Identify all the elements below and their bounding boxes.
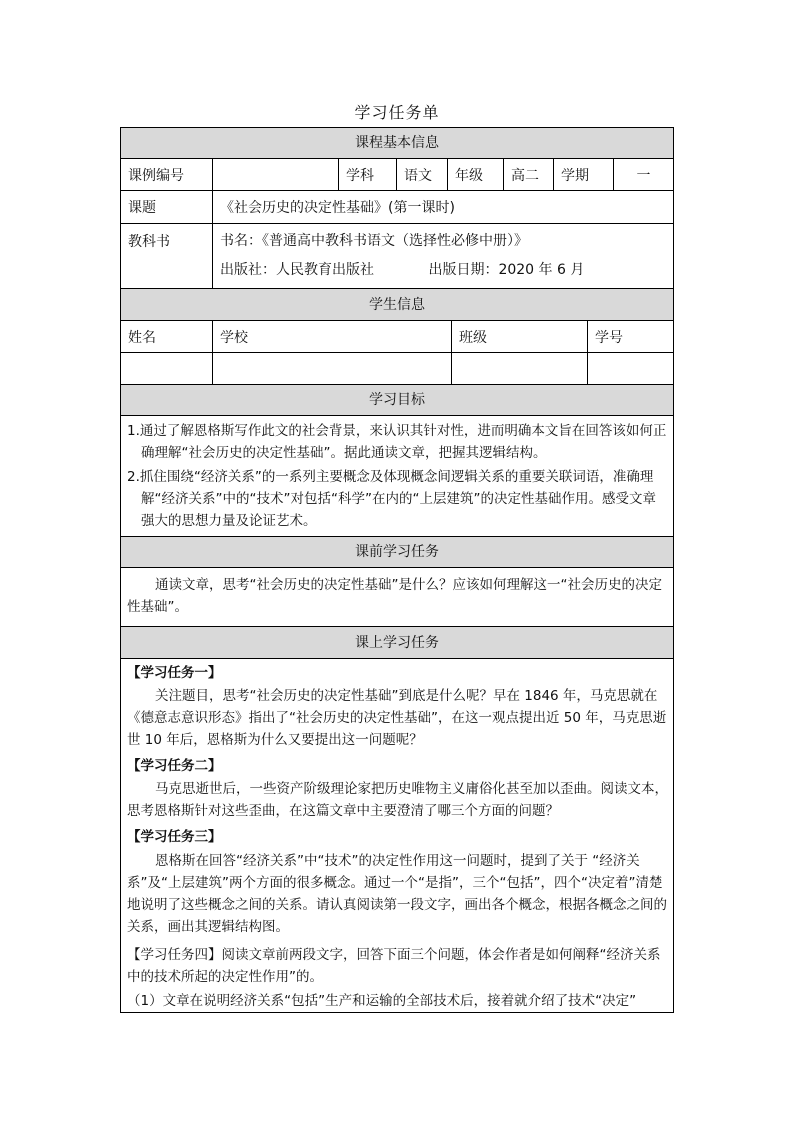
section-header-objectives: 学习目标 [121, 385, 673, 416]
pre-class-text: 通读文章，思考“社会历史的决定性基础”是什么？应该如何理解这一“社会历史的决定性基础”。 [127, 577, 662, 615]
term-value: 一 [636, 167, 651, 184]
objective-1: 1.通过了解恩格斯写作此文的社会背景，来认识其针对性，进而明确本文旨在回答该如何正确理解“社会历史的决定性基础”。据此通读文章，把握其逻辑结构。 [127, 423, 667, 461]
class-field[interactable] [452, 353, 588, 384]
student-labels-row [121, 321, 673, 353]
section-header-student-info: 学生信息 [121, 289, 673, 321]
textbook-info [213, 224, 673, 288]
section-header-pre-class: 课前学习任务 [121, 537, 673, 568]
document-title: 学习任务单 [354, 103, 440, 122]
pre-class-body [121, 568, 673, 627]
task-1-text: 关注题目，思考“社会历史的决定性基础”到底是什么呢？早在 1846 年，马克思就在《德意志意识形态》指出了“社会历史的决定性基础”，在这一观点提出近 50 年，马克思逝世 10 年后，恩格斯为什么又要提出这一问题呢？ [127, 688, 667, 748]
course-id-value [213, 159, 339, 190]
topic-value: 《社会历史的决定性基础》(第一课时) [220, 200, 455, 216]
objective-2: 2.抓住围绕“经济关系”的一系列主要概念及体现概念间逻辑关系的重要关联词语，准确理解“经济关系”中的“技术”对包括“科学”在内的“上层建筑”的决定性基础作用。感受文章强大的思想力量及论证艺术。 [127, 469, 656, 529]
task-4-question-1: （1）文章在说明经济关系“包括”生产和运输的全部技术后，接着就介绍了技术“决定” [127, 993, 637, 1009]
label-class: 班级 [452, 321, 588, 352]
subject-value: 语文 [397, 159, 448, 190]
section-header-in-class: 课上学习任务 [121, 627, 673, 659]
course-topic-row [121, 191, 673, 224]
in-class-body [121, 659, 673, 1013]
task-2-text: 马克思逝世后，一些资产阶级理论家把历史唯物主义庸俗化甚至加以歪曲。阅读文本，思考恩格斯针对这些歪曲，在这篇文章中主要澄清了哪三个方面的问题？ [127, 781, 668, 819]
section-header-course-info: 课程基本信息 [121, 128, 673, 159]
task-sheet-table [120, 127, 674, 1013]
label-student-number: 学号 [595, 329, 623, 346]
textbook-row [121, 224, 673, 289]
label-grade: 年级 [448, 159, 504, 190]
label-course-id: 课例编号 [121, 159, 213, 190]
book-name: 书名：《普通高中教科书语文（选择性必修中册）》 [220, 233, 528, 249]
label-subject: 学科 [339, 159, 397, 190]
school-field[interactable] [213, 353, 452, 384]
course-meta-row [121, 159, 673, 191]
grade-value: 高二 [504, 159, 554, 190]
label-name: 姓名 [121, 321, 213, 352]
label-topic: 课题 [121, 191, 213, 223]
publisher: 出版社：人民教育出版社 [220, 262, 374, 278]
task-4-text: 【学习任务四】阅读文章前两段文字，回答下面三个问题，体会作者是如何阐释“经济关系中的技术所起的决定性作用”的。 [127, 947, 661, 985]
label-school: 学校 [213, 321, 452, 352]
publish-date: 出版日期：2020 年 6 月 [428, 262, 585, 278]
label-term: 学期 [554, 159, 614, 190]
task-3-title: 【学习任务三】 [127, 829, 222, 845]
label-textbook: 教科书 [121, 224, 213, 288]
objectives-body [121, 416, 673, 537]
name-field[interactable] [121, 353, 213, 384]
task-3-text: 恩格斯在回答“经济关系”中“技术”的决定性作用这一问题时，提到了关于 “经济关系”及“上层建筑”两个方面的很多概念。通过一个“是指”，三个“包括”，四个“决定着”清楚地说明了这些概念之间的关系。请认真阅读第一段文字，画出各个概念，根据各概念之间的关系，画出其逻辑结构图。 [127, 853, 667, 935]
student-number-field[interactable] [588, 353, 673, 384]
student-values-row [121, 353, 673, 385]
task-1-title: 【学习任务一】 [127, 665, 222, 681]
task-2-title: 【学习任务二】 [127, 758, 222, 774]
